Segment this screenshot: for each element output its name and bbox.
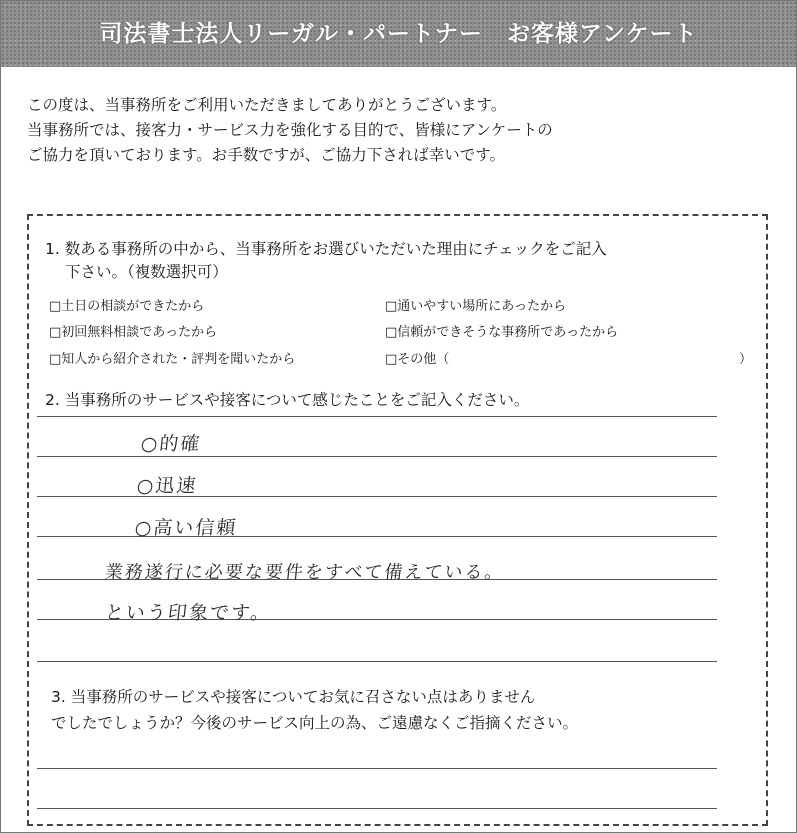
answer-line — [37, 808, 717, 809]
handwritten-answer: ○的確 — [139, 433, 203, 455]
answer-line — [37, 456, 717, 457]
checkbox-option-weekend[interactable]: □土日の相談ができたから — [49, 299, 205, 314]
survey-title: 司法書士法人リーガル・パートナー お客様アンケート — [99, 21, 698, 47]
handwritten-answer: ○迅速 — [135, 475, 199, 497]
other-close-paren: ） — [739, 352, 753, 367]
title-bar — [1, 1, 796, 67]
checkbox-option-location[interactable]: □通いやすい場所にあったから — [385, 299, 567, 314]
question-3-line-2: でしたでしょうか？今後のサービス向上の為、ご遠慮なくご指摘ください。 — [51, 714, 579, 732]
intro-line: ご協力を頂いております。お手数ですが、ご協力下されば幸いです。 — [27, 146, 506, 164]
question-1-line-2: 下さい。（複数選択可） — [65, 263, 228, 281]
intro-line: 当事務所では、接客力・サービス力を強化する目的で、皆様にアンケートの — [27, 121, 553, 139]
question-3 — [51, 684, 578, 736]
answer-line — [37, 768, 717, 769]
checkbox-option-free-consultation[interactable]: □初回無料相談であったから — [49, 325, 218, 340]
answer-line — [37, 416, 717, 417]
question-1-line-1: 1. 数ある事務所の中から、当事務所をお選びいただいた理由にチェックをご記入 — [45, 240, 607, 258]
intro-line: この度は、当事務所をご利用いただきましてありがとうございます。 — [27, 96, 507, 114]
answer-line — [37, 661, 717, 662]
checkbox-option-trustworthy[interactable]: □信頼ができそうな事務所であったから — [385, 325, 619, 340]
checkbox-option-other[interactable]: □その他（ — [385, 352, 450, 367]
handwritten-answer: という印象です。 — [103, 602, 273, 624]
question-1 — [45, 238, 607, 284]
checkbox-option-referral[interactable]: □知人から紹介された・評判を聞いたから — [49, 352, 296, 367]
handwritten-answer: ○高い信頼 — [133, 517, 239, 539]
question-3-line-1: 3. 当事務所のサービスや接客についてお気に召さない点はありません — [51, 688, 536, 706]
handwritten-answer: 業務遂行に必要な要件をすべて備えている。 — [103, 562, 506, 583]
question-2: 2. 当事務所のサービスや接客について感じたことをご記入ください。 — [45, 391, 530, 409]
intro-text — [27, 93, 767, 168]
